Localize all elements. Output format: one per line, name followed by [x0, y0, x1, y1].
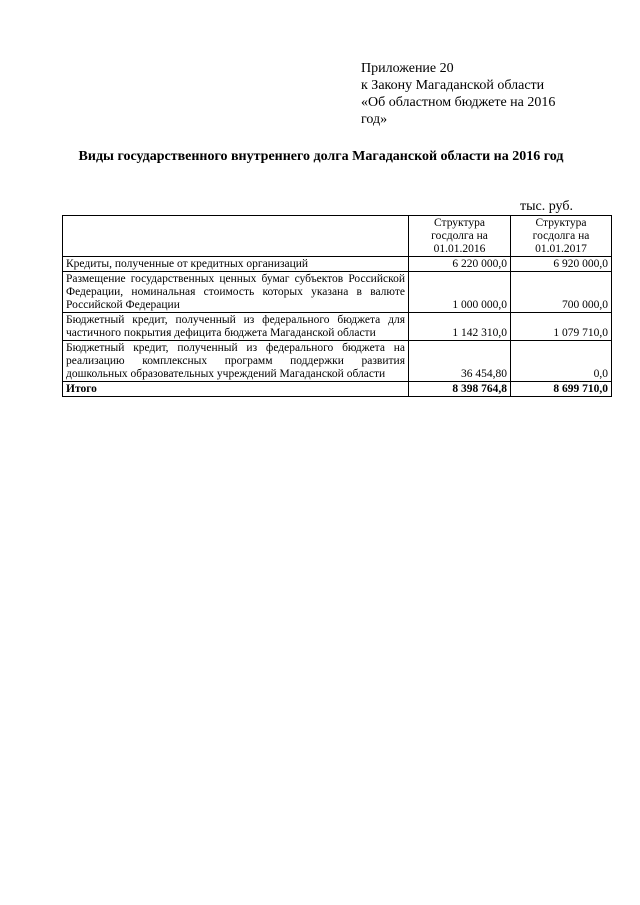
- row-value-2016: 36 454,80: [409, 341, 511, 382]
- row-label: Бюджетный кредит, полученный из федерального бюджета для частичного покрытия дефицита бюджета Магаданской области: [63, 313, 409, 341]
- total-label: Итого: [63, 382, 409, 397]
- row-value-2017: 700 000,0: [511, 272, 612, 313]
- debt-table: [62, 215, 612, 397]
- row-value-2016: 1 142 310,0: [409, 313, 511, 341]
- appendix-header-line: год»: [361, 112, 388, 127]
- total-row: [63, 382, 612, 397]
- column-header-2017: Структура госдолга на 01.01.2017: [511, 216, 612, 257]
- appendix-header-line: к Закону Магаданской области: [361, 78, 545, 93]
- document-title: Виды государственного внутреннего долга Магаданской области на 2016 год: [78, 149, 564, 164]
- row-value-2017: 6 920 000,0: [511, 257, 612, 272]
- units-label: тыс. руб.: [520, 199, 573, 214]
- table-row: [63, 272, 612, 313]
- table-row: [63, 341, 612, 382]
- row-label: Размещение государственных ценных бумаг субъектов Российской Федерации, номинальная стоимость которых указана в валюте Российской Федерации: [63, 272, 409, 313]
- table-row: [63, 257, 612, 272]
- row-label: Кредиты, полученные от кредитных организаций: [63, 257, 409, 272]
- total-value-2016: 8 398 764,8: [409, 382, 511, 397]
- total-value-2017: 8 699 710,0: [511, 382, 612, 397]
- table-header-row: [63, 216, 612, 257]
- column-header-2016: Структура госдолга на 01.01.2016: [409, 216, 511, 257]
- row-label: Бюджетный кредит, полученный из федерального бюджета на реализацию комплексных программ поддержки развития дошкольных образовательных учреждений Магаданской области: [63, 341, 409, 382]
- column-header-name: [63, 216, 409, 257]
- row-value-2016: 6 220 000,0: [409, 257, 511, 272]
- row-value-2016: 1 000 000,0: [409, 272, 511, 313]
- row-value-2017: 0,0: [511, 341, 612, 382]
- appendix-header: [361, 60, 611, 128]
- appendix-header-line: «Об областном бюджете на 2016: [361, 95, 556, 110]
- table-row: [63, 313, 612, 341]
- appendix-header-line: Приложение 20: [361, 61, 454, 76]
- row-value-2017: 1 079 710,0: [511, 313, 612, 341]
